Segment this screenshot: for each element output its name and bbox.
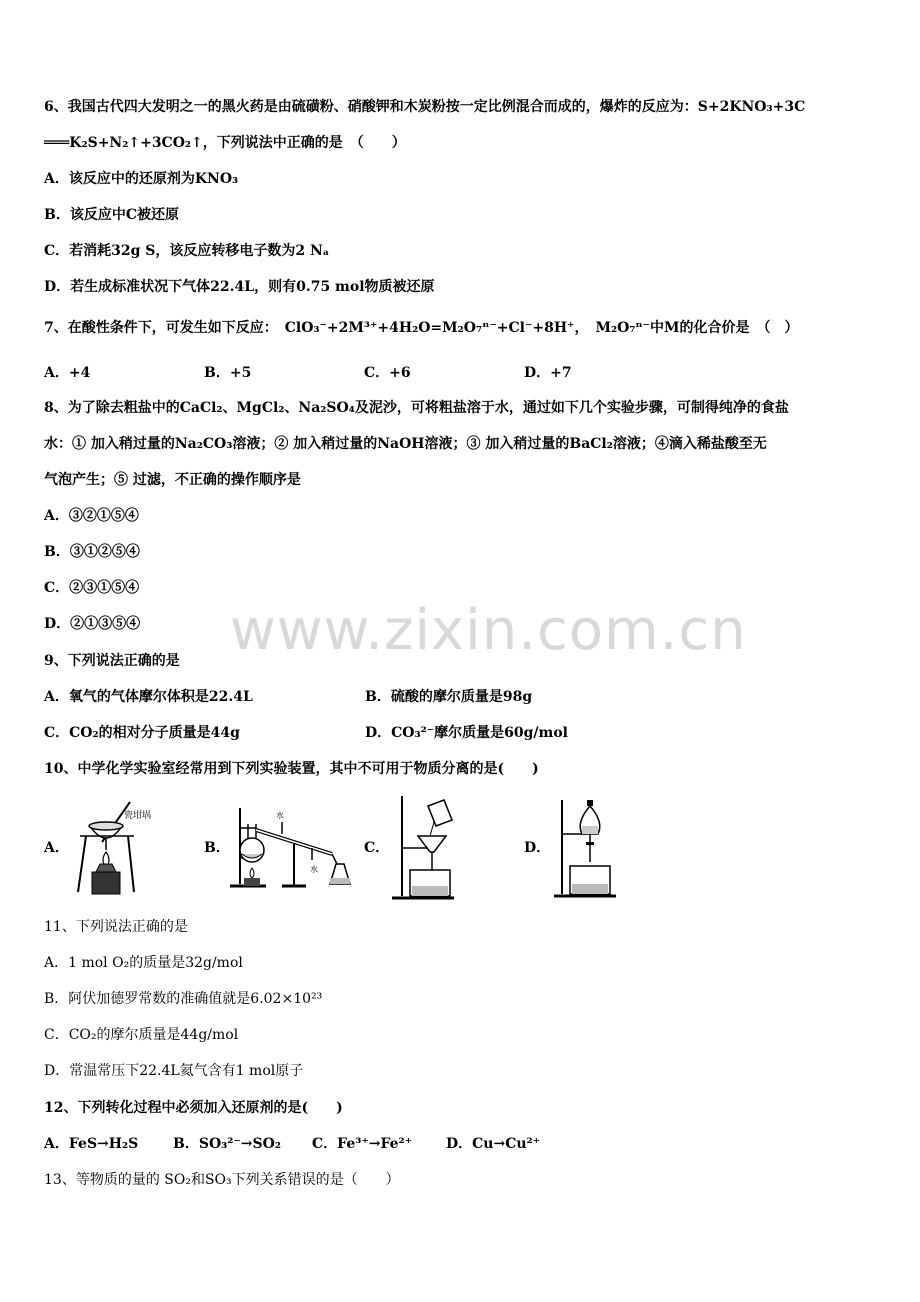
water-out-label: 水: [310, 865, 318, 874]
q6-option-d: D．若生成标准状况下气体22.4L，则有0.75 mol物质被还原: [44, 279, 435, 295]
q12-option-c: C．Fe³⁺→Fe²⁺: [312, 1136, 413, 1152]
q11-stem: 11、下列说法正确的是: [44, 919, 188, 935]
q12-stem: 12、下列转化过程中必须加入还原剂的是( ): [44, 1100, 343, 1116]
q12-option-a: A．FeS→H₂S: [44, 1136, 139, 1152]
q11-option-c: C．CO₂的摩尔质量是44g/mol: [44, 1027, 239, 1043]
separatory-funnel-figure: [552, 796, 622, 900]
q7-stem: 7、在酸性条件下，可发生如下反应： ClO₃⁻+2M³⁺+4H₂O=M₂O₇ⁿ⁻+Cl⁻+8H⁺， M₂O₇ⁿ⁻中M的化合价是 （ ）: [44, 320, 799, 336]
q9-stem: 9、下列说法正确的是: [44, 653, 180, 669]
q8-option-c: C．②③①⑤④: [44, 580, 140, 596]
q6-stem-line2: ═══K₂S+N₂↑+3CO₂↑，下列说法中正确的是 （ ）: [44, 135, 406, 151]
q6-option-a: A．该反应中的还原剂为KNO₃: [44, 171, 239, 187]
water-in-label: 水: [276, 811, 284, 820]
q7-option-d: D．+7: [524, 365, 572, 381]
q10-option-b: B．: [204, 840, 230, 856]
q10-option-a: A．: [44, 840, 69, 856]
evaporation-apparatus-figure: [72, 800, 164, 898]
q11-option-d: D．常温常压下22.4L氦气含有1 mol原子: [44, 1063, 304, 1079]
q9-option-a: A．氧气的气体摩尔体积是22.4L: [44, 689, 253, 705]
q9-option-b: B．硫酸的摩尔质量是98g: [365, 689, 533, 705]
q7-option-c: C．+6: [364, 365, 411, 381]
q8-stem-line3: 气泡产生；⑤ 过滤，不正确的操作顺序是: [44, 472, 301, 488]
filtration-apparatus-figure: [388, 792, 458, 902]
q8-option-b: B．③①②⑤④: [44, 544, 140, 560]
q10-stem: 10、中学化学实验室经常用到下列实验装置，其中不可用于物质分离的是( ): [44, 761, 539, 777]
q12-option-b: B．SO₃²⁻→SO₂: [173, 1136, 281, 1152]
q9-option-d: D．CO₃²⁻摩尔质量是60g/mol: [365, 725, 568, 741]
crucible-label: 瓷坩埚: [124, 811, 152, 821]
q10-option-d: D．: [524, 840, 551, 856]
q12-option-d: D．Cu→Cu²⁺: [446, 1136, 541, 1152]
q10-option-c: C．: [364, 840, 390, 856]
q8-option-a: A．③②①⑤④: [44, 508, 139, 524]
q8-option-d: D．②①③⑤④: [44, 616, 141, 632]
q9-option-c: C．CO₂的相对分子质量是44g: [44, 725, 240, 741]
q7-option-a: A．+4: [44, 365, 91, 381]
q11-option-a: A．1 mol O₂的质量是32g/mol: [44, 955, 243, 971]
q11-option-b: B．阿伏加德罗常数的准确值就是6.02×10²³: [44, 991, 323, 1007]
q6-stem-line1: 6、我国古代四大发明之一的黑火药是由硫磺粉、硝酸钾和木炭粉按一定比例混合而成的，爆炸的反应为：S+2KNO₃+3C: [44, 99, 806, 115]
q6-option-c: C．若消耗32g S，该反应转移电子数为2 Nₐ: [44, 243, 330, 259]
distillation-apparatus-figure: [226, 804, 354, 890]
q8-stem-line2: 水：① 加入稍过量的Na₂CO₃溶液；② 加入稍过量的NaOH溶液；③ 加入稍过量的BaCl₂溶液；④滴入稀盐酸至无: [44, 436, 767, 452]
q7-option-b: B．+5: [204, 365, 252, 381]
watermark: www.zixin.com.cn: [230, 598, 747, 663]
q6-option-b: B．该反应中C被还原: [44, 207, 179, 223]
q13-stem: 13、等物质的量的 SO₂和SO₃下列关系错误的是（ ）: [44, 1172, 400, 1188]
q8-stem-line1: 8、为了除去粗盐中的CaCl₂、MgCl₂、Na₂SO₄及泥沙，可将粗盐溶于水，通过如下几个实验步骤，可制得纯净的食盐: [44, 400, 789, 416]
